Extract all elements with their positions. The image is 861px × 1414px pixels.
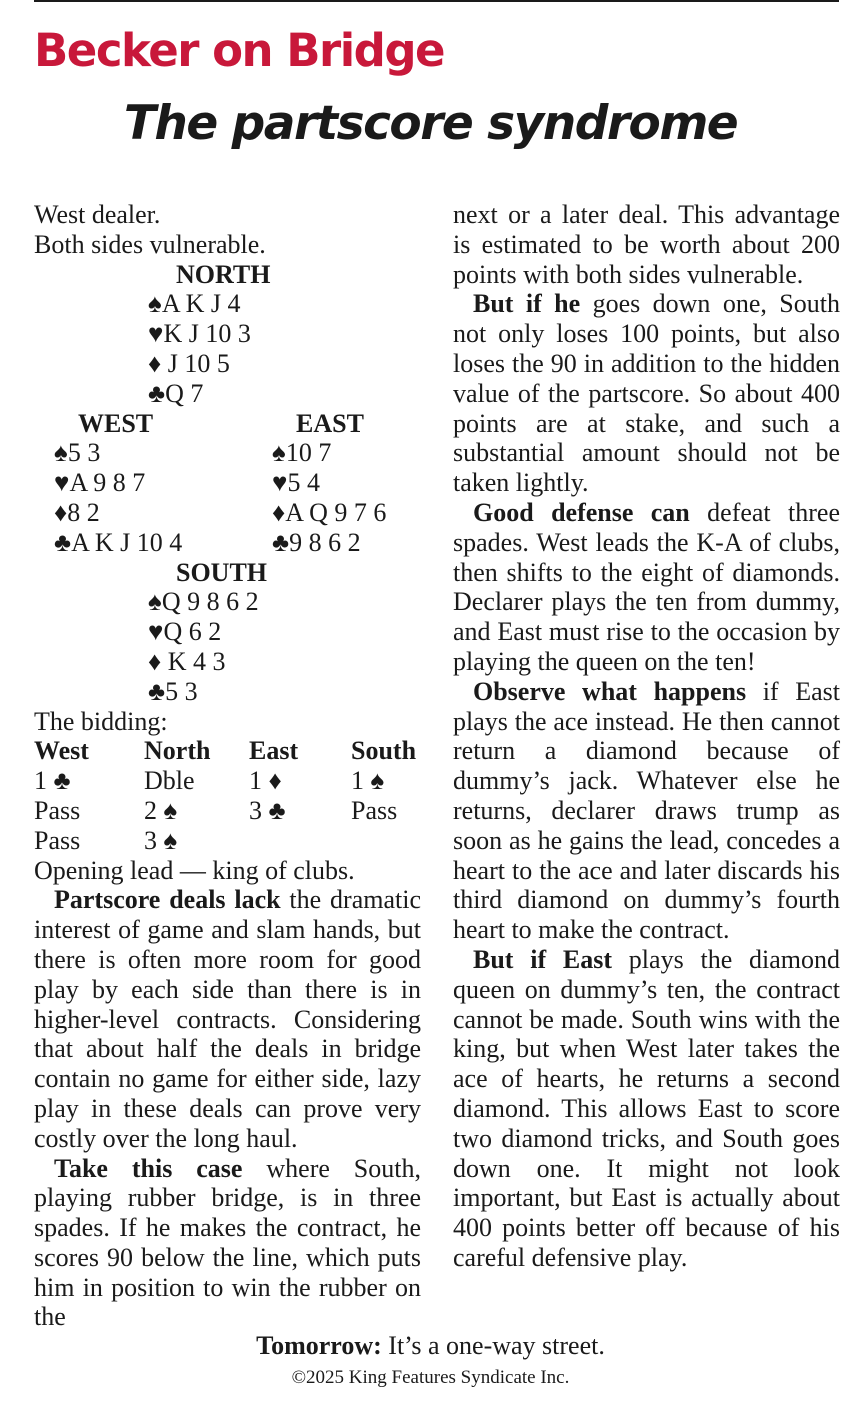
paragraph-text: if East plays the ace instead. He then cannot return a diamond because of dummy’s jack. Whatever else he returns, declarer draws trump as soon as he gains the lead, concedes a heart to the ace and later discards his third diamond on dummy’s fourth heart to make the contract. [453,676,840,945]
paragraph-lead: Take this case [54,1153,243,1183]
south-clubs: ♣5 3 [148,676,198,706]
north-label: NORTH [176,259,271,289]
article-paragraph-continued [453,200,840,289]
paragraph-lead: But if he [473,289,581,319]
right-article-text [453,200,840,1273]
paragraph-text: plays the diamond queen on dummy’s ten, the contract cannot be made. South wins with the king, but when West later takes the ace of hearts, he returns a second diamond. This allows East to score two diamond tricks, and South goes down one. It might not look important, but East is actually about 400 points better off because of his careful defensive play. [453,944,840,1272]
vulnerability-line: Both sides vulnerable. [34,229,266,259]
article-paragraph [453,677,840,945]
top-rule [34,0,839,2]
paragraph-lead: But if East [473,944,613,974]
south-diamonds: ♦ K 4 3 [148,646,226,676]
dealer-line: West dealer. [34,200,161,229]
paragraph-text: the dramatic interest of game and slam hands, but there is often more room for good play by each side than there is in higher-level contracts. Considering that about half the deals in bridge contain no game for either side, lazy play in these deals can prove very costly over the long haul. [34,885,421,1153]
bid-cell: Pass [34,795,81,825]
east-spades: ♠10 7 [272,438,332,468]
bidding-header-east: East [249,736,299,766]
paragraph-lead: Partscore deals lack [54,885,281,915]
article-paragraph [453,289,840,498]
west-hearts: ♥A 9 8 7 [54,468,146,498]
article-paragraph [34,1154,421,1333]
bid-cell: 3 ♣ [249,795,286,825]
bidding-row [34,826,421,856]
paragraph-text: next or a later deal. This advantage is estimated to be worth about 200 points with both sides vulnerable. [453,200,840,289]
bid-cell: 1 ♦ [249,766,282,796]
south-hearts: ♥Q 6 2 [148,617,222,647]
left-column [34,200,421,1332]
west-diamonds: ♦8 2 [54,497,100,527]
west-label: WEST [78,408,154,438]
west-east-label-row [34,409,421,439]
bid-cell: 1 ♠ [351,766,385,796]
south-label-row [34,558,421,588]
tomorrow-label: Tomorrow: [256,1331,382,1360]
paragraph-lead: Good defense can [473,497,690,527]
north-spades: ♠A K J 4 [148,289,241,319]
paragraph-text: where South, playing rubber bridge, is in three spades. If he makes the contract, he scores 90 below the line, which puts him in position to win the rubber on the [34,1153,421,1332]
west-clubs: ♣A K J 10 4 [54,527,183,557]
copyright: ©2025 King Features Syndicate Inc. [291,1367,570,1388]
headline: The partscore syndrome [123,96,738,151]
bidding-header-west: West [34,736,89,766]
east-clubs: ♣9 8 6 2 [272,527,361,557]
bidding-row [34,766,421,796]
west-spades: ♠5 3 [54,438,101,468]
south-spades: ♠Q 9 8 6 2 [148,587,259,617]
article-paragraph [453,945,840,1273]
paragraph-text: goes down one, South not only loses 100 points, but also loses the 90 in addition to the hidden value of the partscore. So about 400 points are at stake, and such a substantial amount should not be taken lightly. [453,289,840,498]
bid-cell: Pass [351,795,398,825]
tomorrow-teaser [0,1331,861,1361]
bidding-row [34,796,421,826]
bid-cell: 1 ♣ [34,766,71,796]
north-clubs: ♣Q 7 [148,378,204,408]
east-hearts: ♥5 4 [272,468,320,498]
column-title: Becker on Bridge [34,24,445,77]
bid-cell: Dble [144,766,195,796]
north-label-row [34,260,421,290]
article-paragraph [34,885,421,1153]
east-label: EAST [296,408,364,438]
opening-lead: Opening lead — king of clubs. [34,855,355,885]
paragraph-text: defeat three spades. West leads the K-A of clubs, then shifts to the eight of diamonds. Declarer plays the ten from dummy, and East must rise to the occasion by playing the queen on the ten! [453,497,840,676]
bidding-title: The bidding: [34,706,168,736]
bid-cell: Pass [34,825,81,855]
right-column [453,200,840,1273]
bidding-header-row [34,736,421,766]
bidding-header-north: North [144,736,211,766]
bid-cell: 2 ♠ [144,795,178,825]
left-article-text [34,885,421,1332]
bidding-header-south: South [351,736,417,766]
north-hearts: ♥K J 10 3 [148,319,251,349]
article-paragraph [453,498,840,677]
north-diamonds: ♦ J 10 5 [148,348,230,378]
south-label: SOUTH [176,557,268,587]
tomorrow-text: It’s a one-way street. [381,1331,605,1360]
paragraph-lead: Observe what happens [473,676,747,706]
east-diamonds: ♦A Q 9 7 6 [272,497,387,527]
bid-cell: 3 ♠ [144,825,178,855]
